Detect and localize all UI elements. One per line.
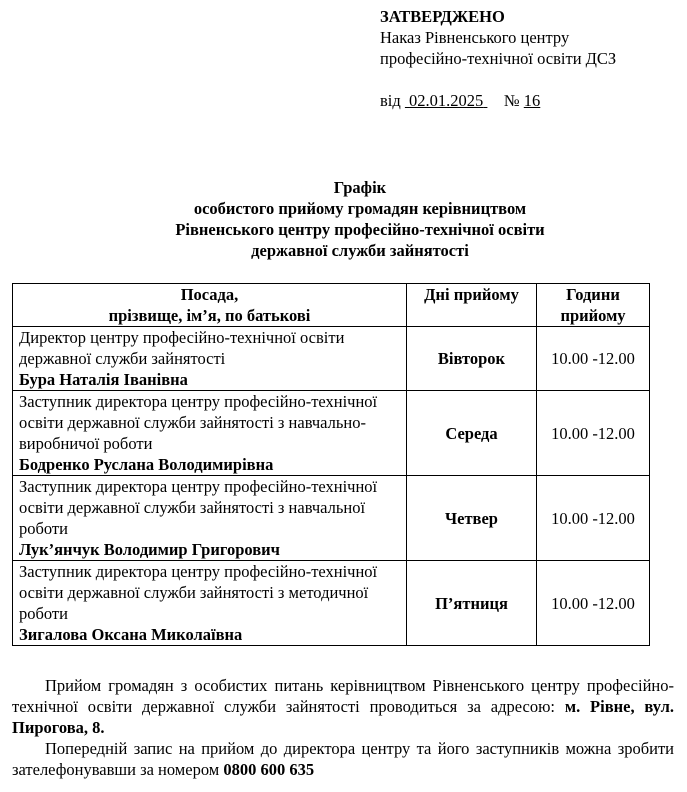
day-cell: П’ятниця (407, 561, 537, 646)
header-hours-line-1: Години (566, 285, 620, 304)
table-header-row (13, 284, 650, 327)
person-name: Лук’янчук Володимир Григорович (19, 540, 280, 559)
position-text: Заступник директора центру професійно-технічної освіти державної служби зайнятості з навчальної роботи (19, 477, 378, 538)
table-row (13, 561, 650, 646)
order-date: 02.01.2025 (409, 91, 484, 110)
note-phone-text: Попередній запис на прийом до директора центру та його заступників можна зробити зателефонувавши за номером (12, 739, 674, 779)
approval-line-1: Наказ Рівненського центру (380, 28, 570, 47)
number-prefix: № (503, 91, 520, 110)
document-heading (0, 177, 687, 261)
approval-block (380, 6, 680, 111)
approval-date-line (380, 90, 680, 111)
position-cell (13, 476, 407, 561)
table-row (13, 476, 650, 561)
heading-line-3: Рівненського центру професійно-технічної освіти (175, 220, 545, 239)
hours-cell: 10.00 -12.00 (537, 561, 650, 646)
header-position (13, 284, 407, 327)
note-phone-paragraph (12, 738, 674, 780)
person-name: Бура Наталія Іванівна (19, 370, 188, 389)
heading-line-4: державної служби зайнятості (251, 241, 469, 260)
hours-cell: 10.00 -12.00 (537, 391, 650, 476)
approval-title: ЗАТВЕРДЖЕНО (380, 7, 505, 26)
date-prefix: від (380, 91, 401, 110)
table-row (13, 327, 650, 391)
heading-line-2: особистого прийому громадян керівництвом (193, 199, 527, 218)
header-hours-line-2: прийому (560, 306, 626, 325)
position-text: Директор центру професійно-технічної освіти державної служби зайнятості (19, 328, 345, 368)
schedule-table (12, 283, 650, 646)
note-address-text: Прийом громадян з особистих питань керівництвом Рівненського центру професійно-технічної освіти державної служби зайнятості проводиться за адресою: (12, 676, 674, 716)
person-name: Бодренко Руслана Володимирівна (19, 455, 274, 474)
position-cell (13, 327, 407, 391)
header-position-line-2: прізвище, ім’я, по батькові (108, 306, 311, 325)
header-position-line-1: Посада, (180, 285, 239, 304)
approval-line-2: професійно-технічної освіти ДСЗ (380, 49, 617, 68)
heading-line-1: Графік (333, 178, 387, 197)
position-text: Заступник директора центру професійно-технічної освіти державної служби зайнятості з навчально-виробничої роботи (19, 392, 378, 453)
position-text: Заступник директора центру професійно-технічної освіти державної служби зайнятості з методичної роботи (19, 562, 378, 623)
phone-number: 0800 600 635 (223, 760, 315, 779)
note-address-paragraph (12, 675, 674, 738)
hours-cell: 10.00 -12.00 (537, 476, 650, 561)
position-cell (13, 561, 407, 646)
hours-cell: 10.00 -12.00 (537, 327, 650, 391)
person-name: Зигалова Оксана Миколаївна (19, 625, 243, 644)
table-row (13, 391, 650, 476)
notes-section (12, 675, 674, 780)
order-number: 16 (523, 91, 541, 110)
day-cell: Вівторок (407, 327, 537, 391)
day-cell: Середа (407, 391, 537, 476)
header-days: Дні прийому (407, 284, 537, 327)
day-cell: Четвер (407, 476, 537, 561)
position-cell (13, 391, 407, 476)
header-hours (537, 284, 650, 327)
office-address: м. Рівне, вул. Пирогова, 8. (12, 697, 675, 737)
